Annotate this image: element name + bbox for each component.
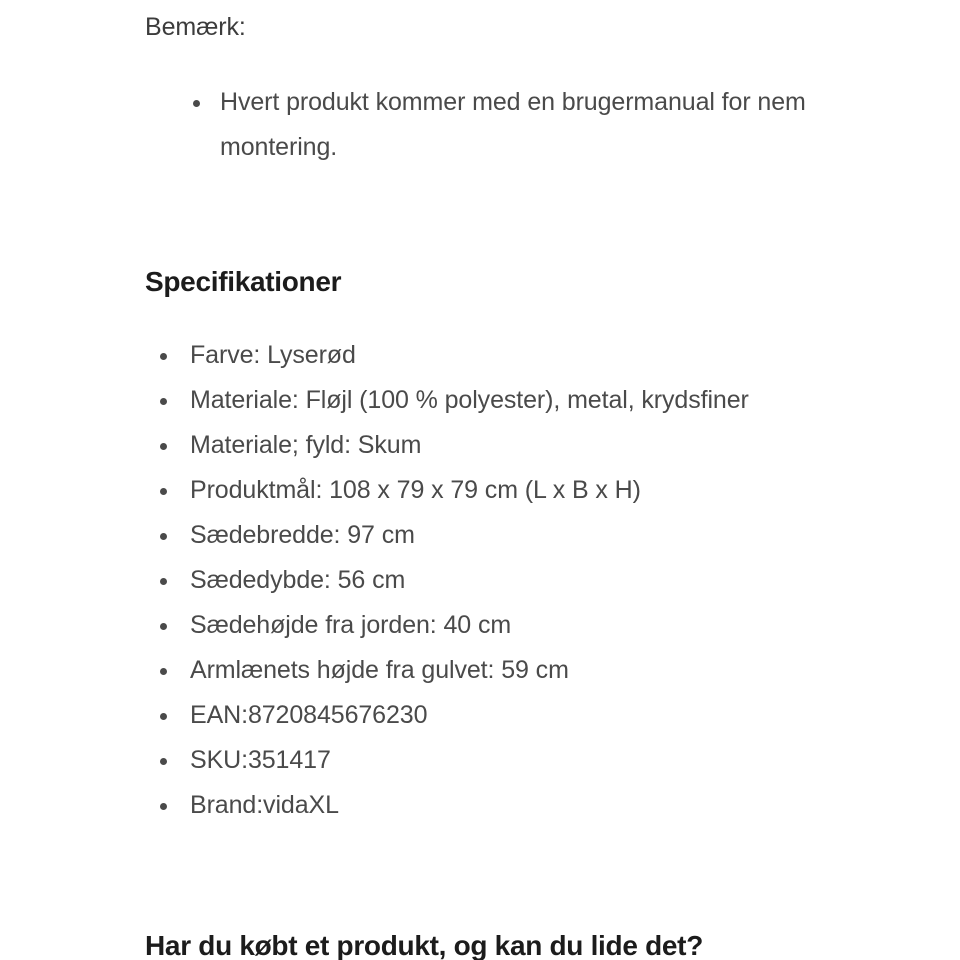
note-list	[145, 80, 905, 170]
list-item: EAN:8720845676230	[145, 693, 925, 738]
note-label: Bemærk:	[145, 13, 246, 41]
list-item: Brand:vidaXL	[145, 783, 925, 828]
specifications-list	[145, 333, 925, 828]
list-item: Produktmål: 108 x 79 x 79 cm (L x B x H)	[145, 468, 925, 513]
specifications-heading: Specifikationer	[145, 266, 342, 297]
review-prompt-heading: Har du købt et produkt, og kan du lide det?	[145, 930, 703, 960]
note-section	[145, 10, 905, 170]
list-item: Materiale; fyld: Skum	[145, 423, 925, 468]
list-item: Sædedybde: 56 cm	[145, 558, 925, 603]
list-item: Armlænets højde fra gulvet: 59 cm	[145, 648, 925, 693]
list-item: SKU:351417	[145, 738, 925, 783]
list-item: Sædebredde: 97 cm	[145, 513, 925, 558]
list-item: Hvert produkt kommer med en brugermanual for nem montering.	[145, 80, 845, 170]
list-item: Farve: Lyserød	[145, 333, 925, 378]
list-item: Materiale: Fløjl (100 % polyester), metal, krydsfiner	[145, 378, 765, 423]
list-item: Sædehøjde fra jorden: 40 cm	[145, 603, 925, 648]
